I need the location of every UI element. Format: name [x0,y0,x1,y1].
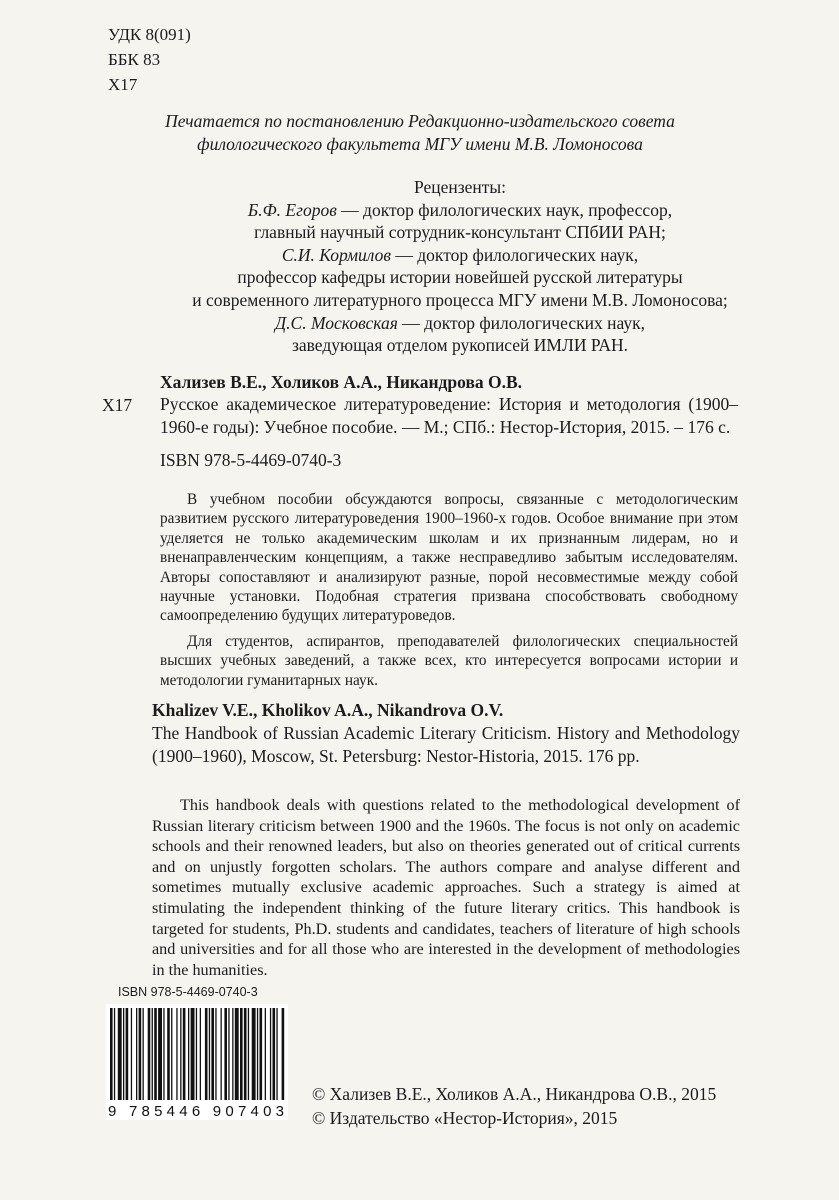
barcode-bar [252,1008,256,1100]
barcode-bar [209,1008,210,1100]
barcode-bar [276,1008,277,1100]
barcode-bar [171,1008,172,1100]
barcode-bar [257,1008,258,1100]
barcode-bar [232,1008,233,1100]
barcode-bar [196,1008,197,1100]
barcode-bar [270,1008,271,1100]
udk-code: УДК 8(091) [108,25,191,44]
reviewer-3-line-1 [100,312,820,335]
copyright-publisher: © Издательство «Нестор-История», 2015 [312,1108,618,1128]
author-mark: Х17 [108,75,138,94]
barcode-bar [211,1008,214,1100]
barcode-bar [240,1008,243,1100]
barcode-bar [118,1008,122,1100]
barcode-bar [136,1008,137,1100]
barcode-isbn-label: ISBN 978-5-4469-0740-3 [118,985,258,999]
russian-abstract [160,490,738,690]
barcode-bar [180,1008,181,1100]
english-title: The Handbook of Russian Academic Literary Criticism. History and Methodology (1900–1960), Moscow, St. Petersburg: Nestor-Historia, 2015. 176 pp. [152,723,740,766]
reviewer-1-line-1 [100,199,820,222]
barcode-bar [163,1008,164,1100]
barcode-bar [148,1008,151,1100]
reviewer-3-text-2: заведующая отделом рукописей ИМЛИ РАН. [291,335,629,356]
copyright-block [312,1082,716,1130]
barcode-bar [110,1008,113,1100]
copyright-authors: © Хализев В.Е., Холиков А.А., Никандрова О.В., 2015 [312,1084,717,1104]
russian-entry-code: Х17 [102,395,133,415]
barcode-bar [273,1008,276,1100]
barcode-bar [221,1008,222,1100]
barcode-bar [248,1008,249,1100]
barcode-bar [123,1008,124,1100]
reviewer-2-name: С.И. Кормилов [281,244,392,265]
barcode-bar [235,1008,239,1100]
english-authors: Khalizev V.E., Kholikov A.A., Nikandrova O.V. [152,700,504,720]
reviewer-1-text-2: главный научный сотрудник-консультант СПбИИ РАН; [254,222,666,243]
barcode-bar [191,1008,195,1100]
barcode-bar [139,1008,142,1100]
reviewers-heading: Рецензенты: [413,177,507,197]
barcode-bar [215,1008,216,1100]
barcode-bar [176,1008,177,1100]
reviewer-3-name: Д.С. Московская [275,312,398,333]
barcode-bar [205,1008,208,1100]
barcode-bar [228,1008,229,1100]
reviewer-2-line-1 [100,244,820,267]
publication-note [100,110,740,156]
barcode-bar [167,1008,170,1100]
barcode-bar [154,1008,157,1100]
russian-isbn: ISBN 978-5-4469-0740-3 [160,450,342,470]
russian-title: Русское академическое литературоведение: История и методология (1900–1960-е годы): Учебное пособие. — М.; СПб.: Нестор-История, 2015. – 176 с. [160,394,738,437]
classification-codes [108,22,191,97]
russian-abstract-paragraph-2: Для студентов, аспирантов, преподавателей филологических специальностей высших учебных заведений, а также всех, кто интересуется вопросами истории и методологии гуманитарных наук. [160,632,738,689]
barcode-bar [265,1008,266,1100]
reviewer-2-text-1: — доктор филологических наук, [391,244,639,265]
bbk-code: ББК 83 [108,50,161,69]
isbn-barcode [106,1004,288,1120]
russian-abstract-paragraph-1: В учебном пособии обсуждаются вопросы, связанные с методологическим развитием русского литературоведения 1900–1960-х годов. Особое внимание при этом уделяется не только академическим школам и их признанным лидерам, но и вненаправленческим концепциям, а также несправедливо забытым исследователям. Авторы сопоставляют и анализируют разные, порой несовместимые между собой научные установки. Подобная стратегия призвана способствовать свободному самоопределению будущих литературоведов. [160,491,738,625]
reviewer-2-text-3: и современного литературного процесса МГУ имени М.В. Ломоносова; [192,289,728,310]
russian-authors: Хализев В.Е., Холиков А.А., Никандрова О.В. [160,372,523,392]
reviewer-1-text-1: — доктор филологических наук, профессор, [336,199,673,220]
reviewer-1-name: Б.Ф. Егоров [247,199,337,220]
barcode-bar [152,1008,153,1100]
barcode-bar [143,1008,144,1100]
reviewer-3-text-1: — доктор филологических наук, [397,312,645,333]
barcode-bars [110,1008,284,1100]
barcode-bar [200,1008,201,1100]
barcode-digits: 9 785446 907403 [108,1103,284,1120]
barcode-bar [224,1008,227,1100]
english-abstract: This handbook deals with questions related to the methodological development of Russian literary criticism between 1900 and the 1960s. The focus is not only on academic schools and their renowned leaders, but also on theories generated out of critical currents and on unjustly forgotten scholars. The authors compare and analyse different and sometimes mutually exclusive academic approaches. Such a strategy is aimed at stimulating the independent thinking of the future literary critics. This handbook is targeted for students, Ph.D. students and candidates, teachers of literature of high schools and universities and for all those who are interested in the development of methodologies in the humanities. [152,796,740,979]
barcode-bar [260,1008,263,1100]
barcode-bar [126,1008,129,1100]
barcode-bar [188,1008,189,1100]
barcode-bar [244,1008,247,1100]
barcode-bar [114,1008,115,1100]
publication-note-line-1: Печатается по постановлению Редакционно-издательского совета [165,111,675,131]
barcode-bar [282,1008,285,1100]
barcode-bar [158,1008,162,1100]
reviewers-block [100,176,820,357]
barcode-bar [183,1008,186,1100]
barcode-bar [131,1008,132,1100]
reviewer-2-text-2: профессор кафедры истории новейшей русской литературы [237,267,683,288]
publication-note-line-2: филологического факультета МГУ имени М.В. Ломоносова [197,134,643,154]
